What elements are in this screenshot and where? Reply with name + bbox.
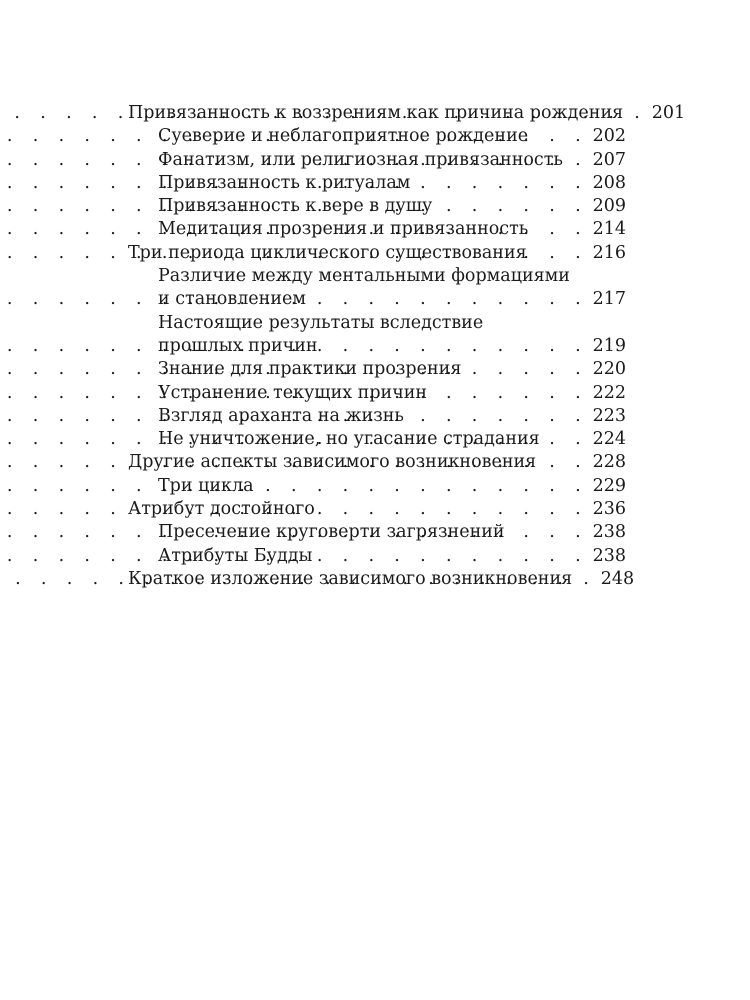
dot-leader xyxy=(528,218,592,241)
toc-entry xyxy=(128,545,626,568)
toc-entry-page: 217 xyxy=(592,289,626,310)
toc-entry-title: Привязанность к вере в душу xyxy=(158,196,433,217)
dot-leader xyxy=(306,288,592,311)
toc-entry-page: 214 xyxy=(592,219,626,240)
toc-entry-page: 238 xyxy=(592,522,626,543)
toc-entry-title: Пресечение круговерти загрязнений xyxy=(158,522,505,543)
toc-entry-title: Медитация прозрения и привязанность xyxy=(158,219,529,240)
toc-entry xyxy=(128,568,635,591)
toc-entry-title: Устранение текущих причин xyxy=(158,382,428,403)
toc-entry-title: Другие аспекты зависимого возникновения xyxy=(128,452,537,473)
toc-entry-title: Краткое изложение зависимого возникновения xyxy=(128,568,573,589)
toc-entry-page: 224 xyxy=(592,429,626,450)
toc-entry-title: Атрибуты Будды xyxy=(158,545,313,566)
dot-leader xyxy=(623,102,651,125)
toc-entry xyxy=(128,428,626,451)
toc-entry-title: Привязанность к воззрениям как причина рождения xyxy=(128,103,624,123)
toc-entry xyxy=(128,172,626,195)
toc-entry-page: 220 xyxy=(592,359,626,380)
toc-entry xyxy=(128,451,626,474)
dot-leader xyxy=(404,405,592,428)
toc-entry xyxy=(128,475,626,498)
toc-entry-title: Привязанность к ритуалам xyxy=(158,172,411,193)
toc-entry-page: 228 xyxy=(592,452,626,473)
toc-entry-page: 236 xyxy=(592,499,626,520)
toc-entry-title: Взгляд араханта на жизнь xyxy=(158,405,404,426)
dot-leader xyxy=(461,358,592,381)
toc-entry xyxy=(128,125,626,148)
dot-leader xyxy=(540,428,592,451)
toc-entry-title-line1: Настоящие результаты вследствие xyxy=(158,312,484,333)
toc-entry-page: 208 xyxy=(592,172,626,193)
toc-entry-page: 201 xyxy=(651,103,686,123)
dot-leader xyxy=(312,545,592,568)
dot-leader xyxy=(536,451,592,474)
dot-leader xyxy=(528,125,592,148)
toc-entry xyxy=(128,312,626,359)
table-of-contents xyxy=(128,102,686,591)
toc-entry-title: Суеверие и неблагоприятное рождение xyxy=(158,126,529,147)
toc-entry xyxy=(128,358,626,381)
toc-entry xyxy=(128,242,626,265)
toc-entry xyxy=(128,218,626,241)
toc-entry-page: 207 xyxy=(592,149,626,170)
dot-leader xyxy=(505,521,592,544)
toc-entry xyxy=(128,405,626,428)
toc-entry xyxy=(128,521,626,544)
toc-entry xyxy=(128,149,626,172)
dot-leader xyxy=(432,195,592,218)
toc-entry-page: 222 xyxy=(592,382,626,403)
toc-entry xyxy=(128,382,626,405)
dot-leader xyxy=(427,382,592,405)
dot-leader xyxy=(563,149,592,172)
toc-entry xyxy=(128,102,686,125)
dot-leader xyxy=(572,568,600,591)
toc-entry-page: 216 xyxy=(592,242,626,263)
toc-entry-page: 219 xyxy=(592,335,626,356)
dot-leader xyxy=(410,172,592,195)
toc-entry-page: 229 xyxy=(592,475,626,496)
toc-entry-title-line2: и становлением xyxy=(158,289,306,310)
toc-entry-page: 209 xyxy=(592,196,626,217)
toc-entry-title: Три периода циклического существования xyxy=(128,242,527,263)
toc-entry-title: Атрибут достойного xyxy=(128,499,315,520)
toc-entry-title: Три цикла xyxy=(158,475,254,496)
toc-entry xyxy=(128,195,626,218)
dot-leader xyxy=(254,475,592,498)
toc-entry-title-line2: прошлых причин xyxy=(158,335,318,356)
dot-leader xyxy=(315,498,592,521)
toc-entry-page: 238 xyxy=(592,545,626,566)
toc-entry-page: 223 xyxy=(592,405,626,426)
toc-entry xyxy=(128,498,626,521)
toc-entry xyxy=(128,265,626,312)
toc-entry-page: 202 xyxy=(592,126,626,147)
toc-entry-title-line1: Различие между ментальными формациями xyxy=(158,266,570,287)
toc-entry-title: Знание для практики прозрения xyxy=(158,359,462,380)
dot-leader xyxy=(527,242,592,265)
toc-entry-title: Не уничтожение, но угасание страдания xyxy=(158,429,540,450)
dot-leader xyxy=(318,335,592,358)
toc-entry-title: Фанатизм, или религиозная привязанность xyxy=(158,149,563,170)
toc-entry-page: 248 xyxy=(600,568,635,589)
